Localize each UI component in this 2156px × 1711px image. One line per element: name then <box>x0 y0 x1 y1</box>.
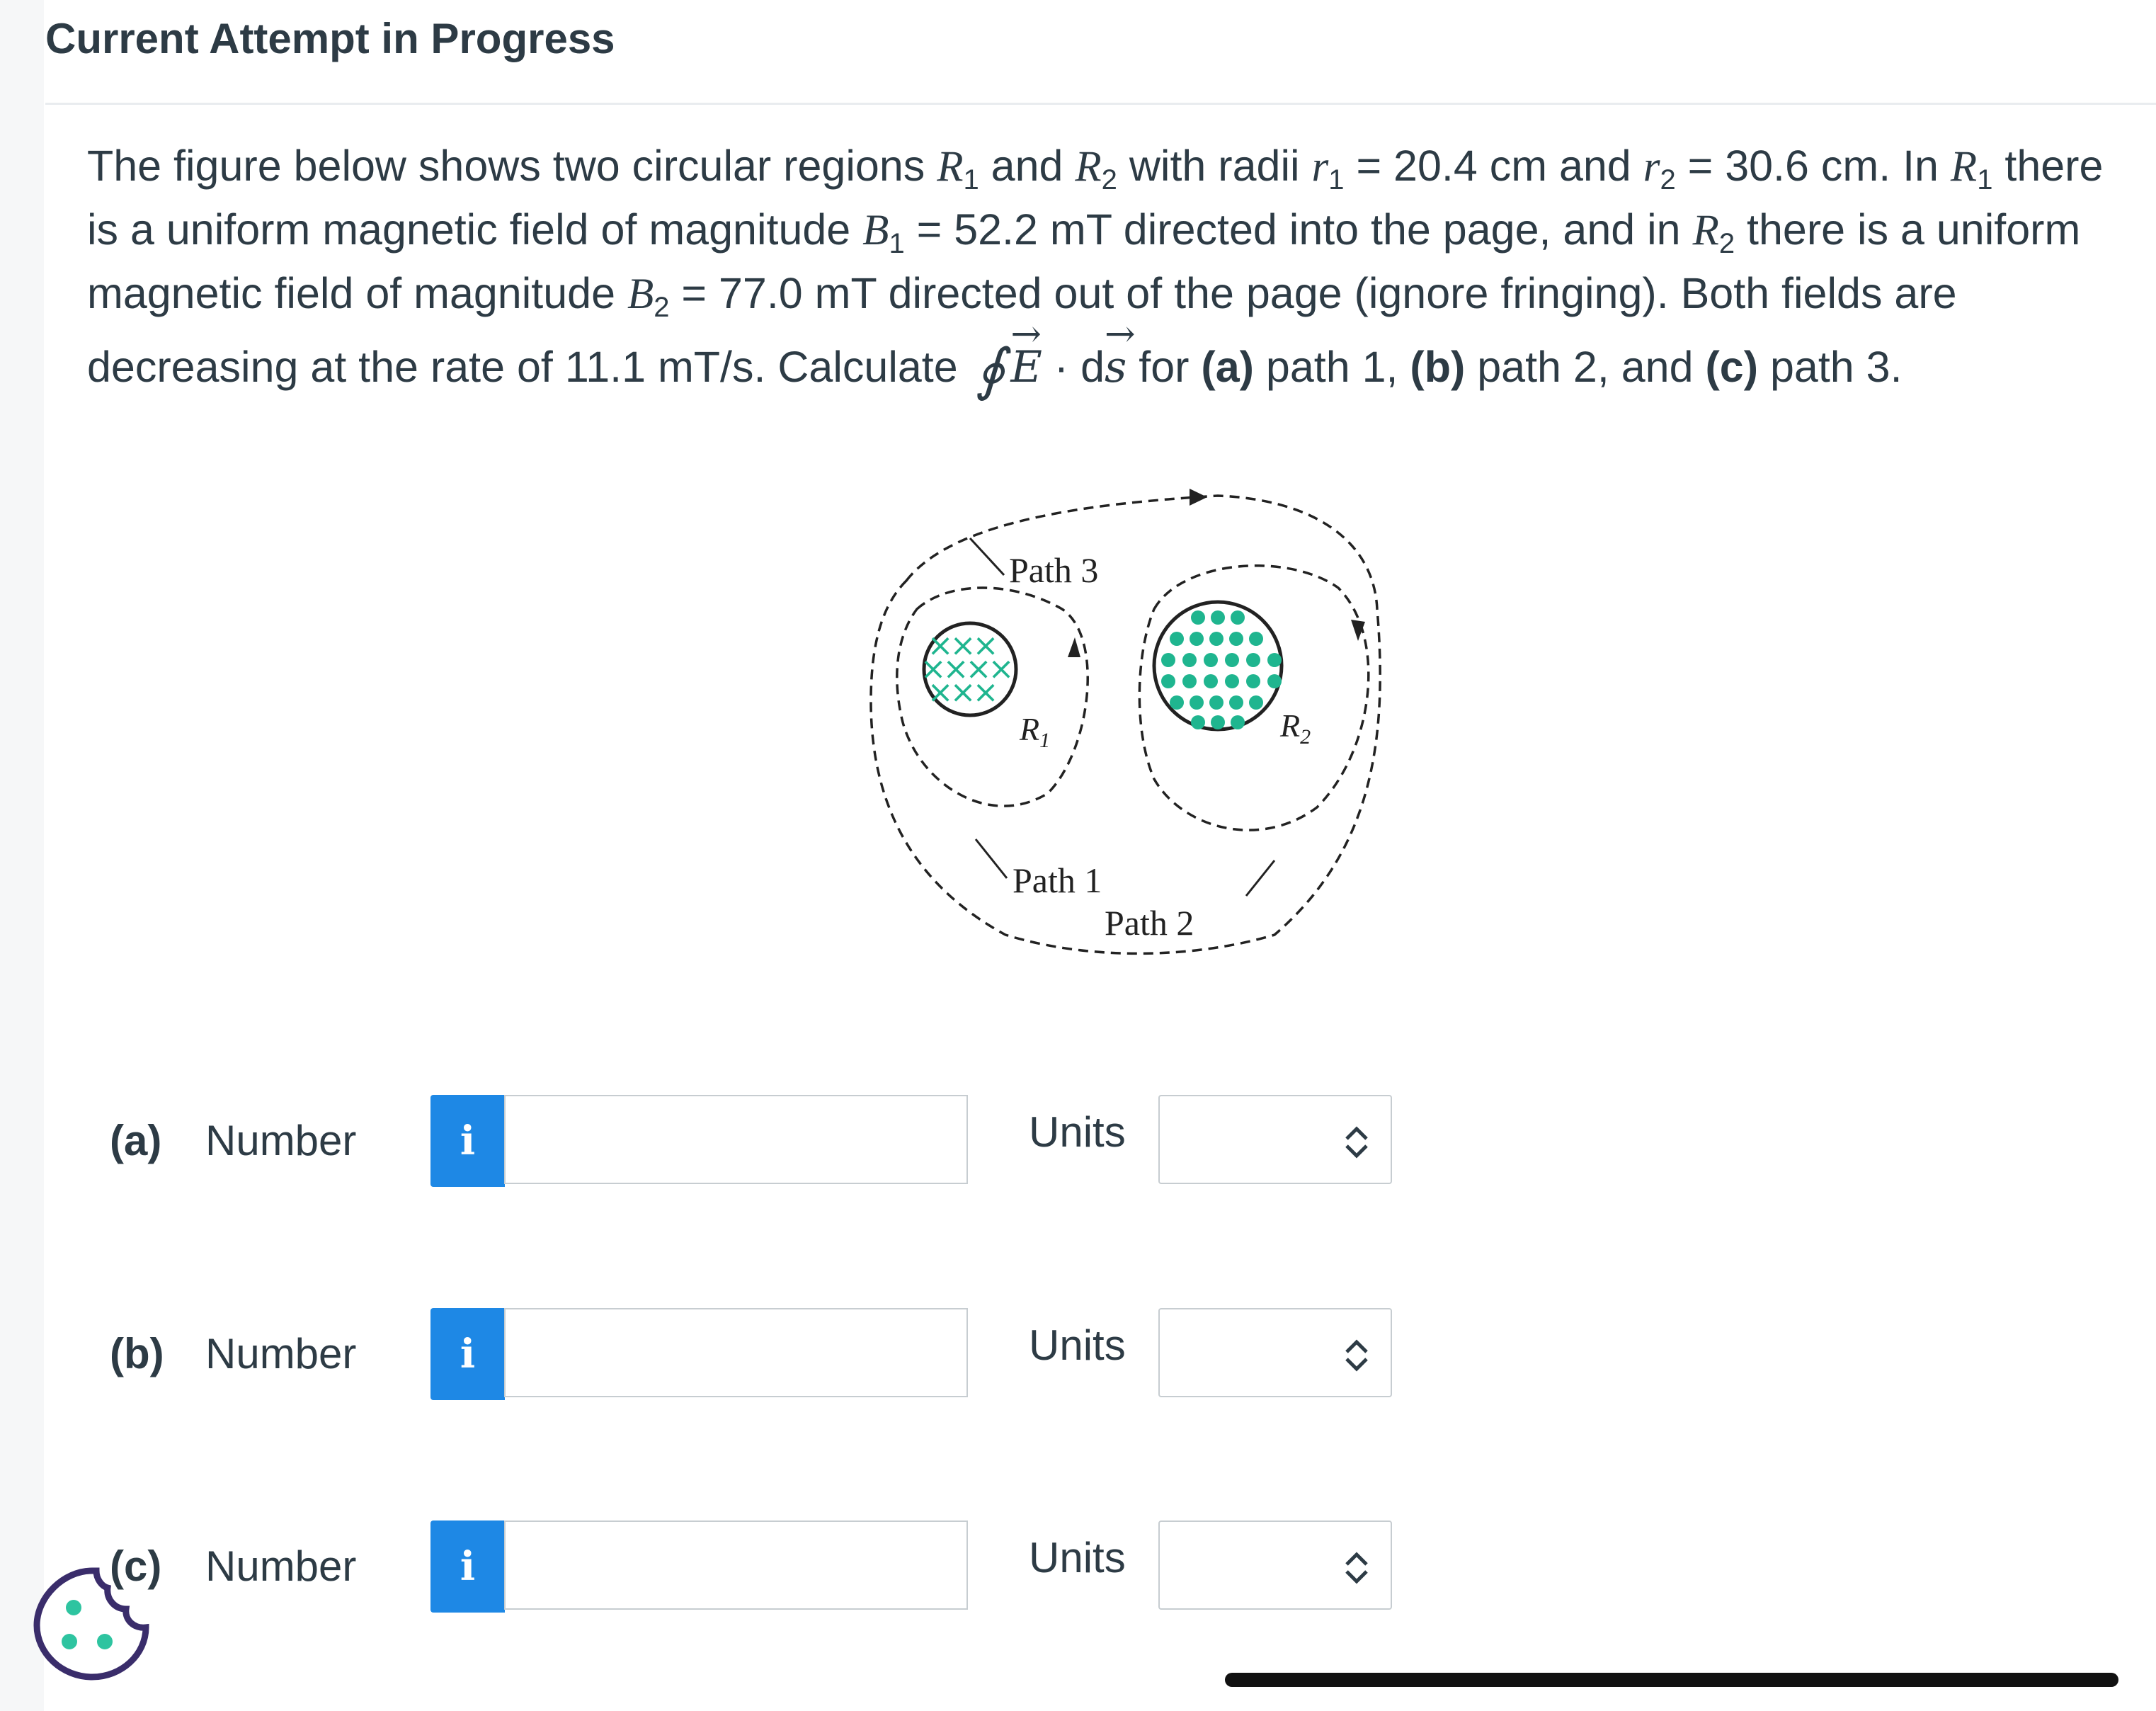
question-line-1: The figure below shows two circular regions $R_1$ and $R_2$ with radii $r_1 = 20.4$ cm and $r_2 = 30.6$ cm. In $R_1$ there <box>87 142 2104 195</box>
out-of-page-dot-marker <box>1182 653 1197 667</box>
into-page-cross-marker: × <box>942 651 969 687</box>
out-of-page-dot-marker <box>1249 695 1263 710</box>
path-1-label: Path 1 <box>1013 860 1102 900</box>
units-select-a[interactable] <box>1158 1095 1392 1184</box>
r1-label: $R_1$ <box>1020 711 1051 752</box>
into-page-cross-marker: × <box>972 674 999 710</box>
path-3-leader <box>970 538 1004 575</box>
path-1-leader <box>976 839 1007 878</box>
out-of-page-dot-marker <box>1204 674 1218 688</box>
path-2-leader <box>1246 860 1274 896</box>
out-of-page-dot-marker <box>1229 632 1243 646</box>
into-page-cross-marker: × <box>927 627 954 664</box>
into-page-cross-marker: × <box>927 674 954 710</box>
out-of-page-dot-marker <box>1211 715 1225 729</box>
out-of-page-dot-marker <box>1246 674 1260 688</box>
home-indicator <box>1225 1673 2118 1687</box>
figure-svg <box>850 453 1402 977</box>
part-label-a: (a) <box>110 1117 162 1164</box>
into-page-cross-marker: × <box>949 627 976 664</box>
out-of-page-dot-marker <box>1190 632 1204 646</box>
out-of-page-dot-marker <box>1211 610 1225 625</box>
left-margin-strip <box>0 0 44 1711</box>
answer-row-b <box>0 1308 1487 1400</box>
out-of-page-dot-marker <box>1231 610 1245 625</box>
into-page-cross-marker: × <box>965 651 992 687</box>
units-select-c[interactable] <box>1158 1520 1392 1610</box>
number-input-a[interactable] <box>504 1095 968 1184</box>
into-page-cross-marker: × <box>972 627 999 664</box>
path-3-arrow <box>1190 489 1207 506</box>
cookie-preferences-icon[interactable] <box>28 1558 156 1686</box>
s-vector: → s <box>1105 336 1127 399</box>
out-of-page-dot-marker <box>1225 653 1239 667</box>
units-label-b: Units <box>1029 1321 1126 1369</box>
out-of-page-dot-marker <box>1246 653 1260 667</box>
out-of-page-dot-marker <box>1249 632 1263 646</box>
question-line-2: is a uniform magnetic field of magnitude $B_1 = 52.2$ mT directed into the page, and in $R_2$ there is a uniform <box>87 205 2081 259</box>
number-input-c[interactable] <box>504 1520 968 1610</box>
out-of-page-dot-marker <box>1267 674 1282 688</box>
e-vector: → E <box>1010 336 1042 399</box>
out-of-page-dot-marker <box>1170 695 1184 710</box>
page-title: Current Attempt in Progress <box>45 15 615 62</box>
out-of-page-dot-marker <box>1229 695 1243 710</box>
question-line-4: decreasing at the rate of 11.1 mT/s. Calculate ∮→ E · d→ s for (a) path 1, (b) path 2, and (c) path 3. <box>87 336 2140 401</box>
number-label-b: Number <box>205 1330 357 1377</box>
path-2-label: Path 2 <box>1105 903 1194 943</box>
answer-row-c <box>0 1520 1487 1613</box>
out-of-page-dot-marker <box>1209 695 1224 710</box>
answer-row-a <box>0 1095 1487 1187</box>
into-page-cross-marker: × <box>988 651 1015 687</box>
out-of-page-dot-marker <box>1182 674 1197 688</box>
part-label-b: (b) <box>110 1330 164 1377</box>
units-label-a: Units <box>1029 1108 1126 1156</box>
info-button-a[interactable]: i <box>430 1095 505 1187</box>
into-page-cross-marker: × <box>920 651 947 687</box>
out-of-page-dot-marker <box>1191 610 1205 625</box>
info-button-c[interactable]: i <box>430 1520 505 1613</box>
out-of-page-dot-marker <box>1170 632 1184 646</box>
out-of-page-dot-marker <box>1231 715 1245 729</box>
out-of-page-dot-marker <box>1209 632 1224 646</box>
magnetic-regions-figure <box>850 453 1402 977</box>
number-input-b[interactable] <box>504 1308 968 1397</box>
r2-label: $R_2$ <box>1280 707 1311 749</box>
info-button-b[interactable]: i <box>430 1308 505 1400</box>
out-of-page-dot-marker <box>1267 653 1282 667</box>
chevron-up-down-icon <box>1342 1550 1371 1586</box>
number-label-a: Number <box>205 1117 357 1164</box>
out-of-page-dot-marker <box>1161 674 1175 688</box>
into-page-cross-marker: × <box>949 674 976 710</box>
units-label-c: Units <box>1029 1534 1126 1581</box>
chevron-up-down-icon <box>1342 1338 1371 1373</box>
number-label-c: Number <box>205 1542 357 1590</box>
contour-integral-symbol: ∮ <box>975 336 1005 402</box>
question-text <box>87 135 2140 401</box>
chevron-up-down-icon <box>1342 1125 1371 1160</box>
header-divider <box>45 103 2156 105</box>
out-of-page-dot-marker <box>1161 653 1175 667</box>
out-of-page-dot-marker <box>1204 653 1218 667</box>
units-select-b[interactable] <box>1158 1308 1392 1397</box>
path-1-arrow <box>1068 637 1080 657</box>
out-of-page-dot-marker <box>1191 715 1205 729</box>
out-of-page-dot-marker <box>1190 695 1204 710</box>
out-of-page-dot-marker <box>1225 674 1239 688</box>
path-3-label: Path 3 <box>1009 550 1099 590</box>
part-label-c: (c) <box>110 1542 162 1590</box>
question-line-3: magnetic field of magnitude $B_2 = 77.0$ mT directed out of the page (ignore fringing). Both fields are <box>87 269 1957 323</box>
